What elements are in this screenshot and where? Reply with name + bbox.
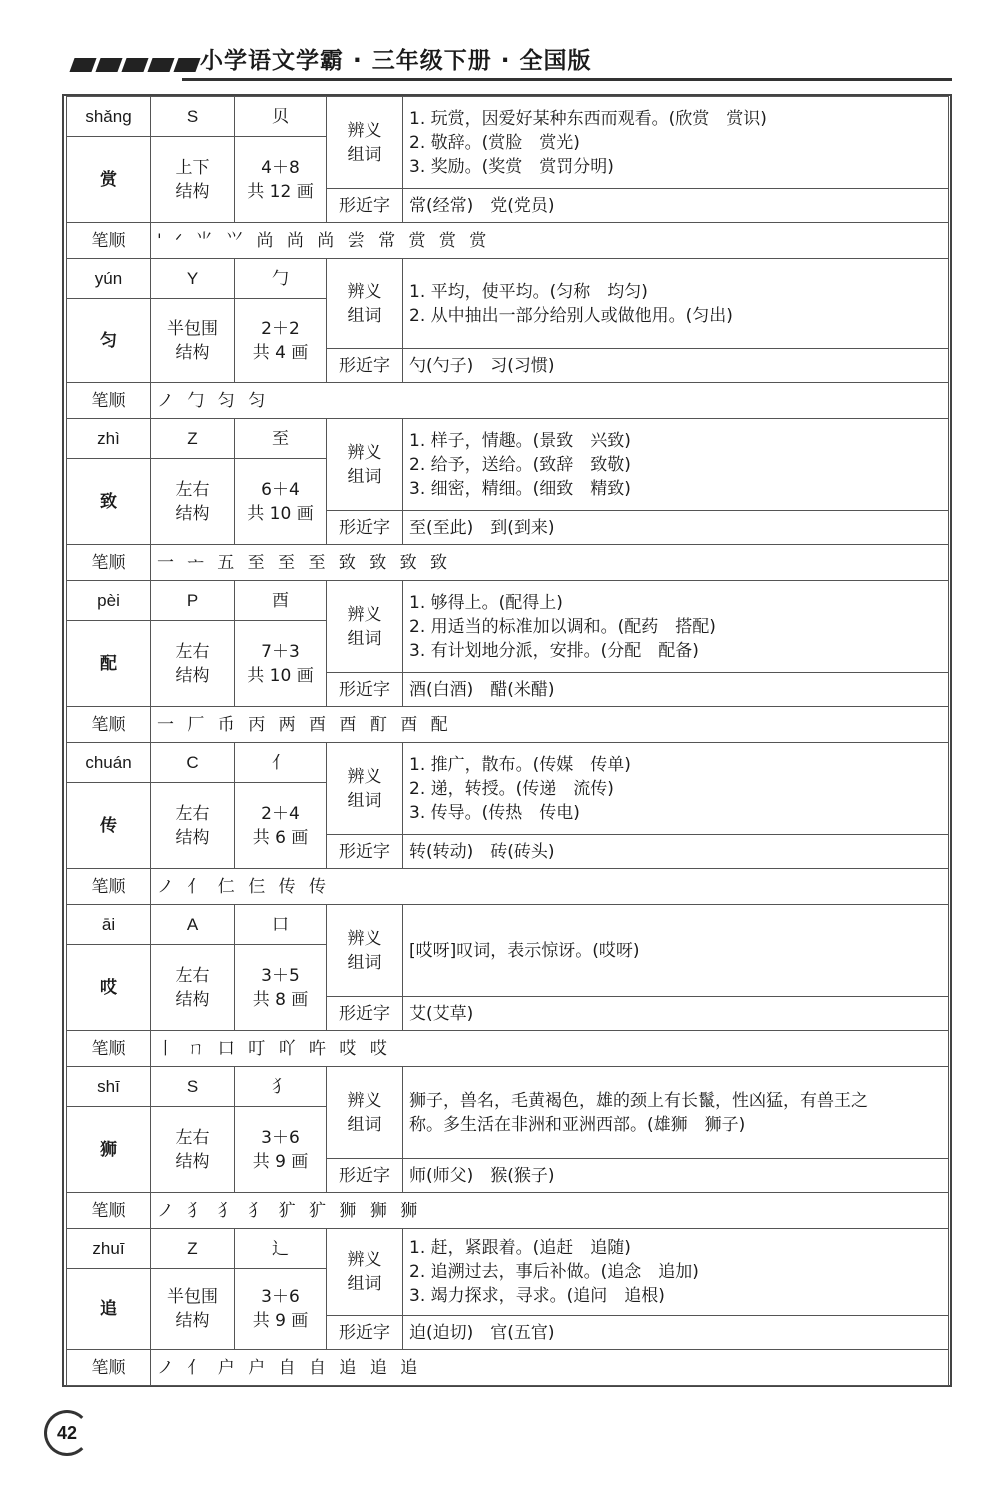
initial-letter: Z bbox=[151, 1229, 235, 1269]
radical: 犭 bbox=[235, 1067, 327, 1107]
definition-line: 称。多生活在非洲和亚洲西部。(雄狮 狮子) bbox=[409, 1114, 746, 1135]
stroke-total: 共 6 画 bbox=[252, 827, 309, 848]
structure bbox=[151, 783, 235, 869]
definitions bbox=[403, 259, 949, 349]
page-header bbox=[62, 38, 952, 84]
character: 配 bbox=[67, 621, 151, 707]
meaning-label bbox=[327, 1067, 403, 1159]
structure-type: 左右 bbox=[175, 479, 210, 500]
label-bishun: 笔顺 bbox=[67, 1031, 151, 1067]
structure-suffix: 结构 bbox=[175, 181, 210, 202]
structure-suffix: 结构 bbox=[175, 1311, 210, 1331]
structure-suffix: 结构 bbox=[175, 503, 210, 524]
label-xingjin: 形近字 bbox=[327, 511, 403, 545]
stroke-formula: 2＋2 bbox=[261, 318, 300, 339]
structure-type: 上下 bbox=[175, 157, 210, 178]
initial-letter: C bbox=[151, 743, 235, 783]
structure-type: 左右 bbox=[175, 1127, 210, 1148]
similar-chars: 至(至此) 到(到来) bbox=[403, 511, 949, 545]
label-bianyi: 辨义 bbox=[347, 928, 382, 949]
char-grid bbox=[66, 1066, 949, 1229]
similar-chars: 师(师父) 猴(猴子) bbox=[403, 1159, 949, 1193]
char-entry bbox=[64, 1066, 950, 1229]
label-zuci: 组词 bbox=[347, 1274, 382, 1294]
stroke-order: 一 ᅩ 五 至 至 至 致 致 致 致 bbox=[151, 545, 949, 581]
char-entry bbox=[64, 418, 950, 581]
label-zuci: 组词 bbox=[347, 952, 382, 973]
label-xingjin: 形近字 bbox=[327, 1159, 403, 1193]
char-entry bbox=[64, 742, 950, 905]
structure bbox=[151, 1269, 235, 1350]
stroke-formula: 4＋8 bbox=[261, 157, 300, 178]
label-bishun: 笔顺 bbox=[67, 223, 151, 259]
meaning-label bbox=[327, 581, 403, 673]
stroke-count bbox=[235, 137, 327, 223]
char-entry bbox=[64, 580, 950, 743]
stroke-count bbox=[235, 299, 327, 383]
definitions bbox=[403, 97, 949, 189]
stroke-formula: 2＋4 bbox=[261, 803, 300, 824]
definitions bbox=[403, 581, 949, 673]
initial-letter: P bbox=[151, 581, 235, 621]
definitions bbox=[403, 419, 949, 511]
stroke-count bbox=[235, 945, 327, 1031]
character: 赏 bbox=[67, 137, 151, 223]
character-table bbox=[62, 94, 952, 1387]
definition-line: 1. 推广，散布。(传媒 传单) bbox=[409, 754, 631, 775]
definitions bbox=[403, 1067, 949, 1159]
header-decoration bbox=[72, 58, 198, 72]
definition-line: 3. 传导。(传热 传电) bbox=[409, 802, 580, 823]
stroke-total: 共 10 画 bbox=[247, 665, 314, 686]
radical: 贝 bbox=[235, 97, 327, 137]
pinyin: zhì bbox=[67, 419, 151, 459]
radical: 辶 bbox=[235, 1229, 327, 1269]
char-grid bbox=[66, 580, 949, 743]
book-title: 小学语文学霸 · 三年级下册 · 全国版 bbox=[200, 48, 592, 74]
structure-suffix: 结构 bbox=[175, 1151, 210, 1172]
structure-type: 左右 bbox=[175, 803, 210, 824]
stroke-order: ノ 勹 匀 匀 bbox=[151, 383, 949, 419]
label-xingjin: 形近字 bbox=[327, 997, 403, 1031]
radical: 勹 bbox=[235, 259, 327, 299]
stroke-count bbox=[235, 783, 327, 869]
initial-letter: Y bbox=[151, 259, 235, 299]
stroke-formula: 6＋4 bbox=[261, 479, 300, 500]
definitions bbox=[403, 1229, 949, 1316]
char-entry bbox=[64, 258, 950, 419]
stroke-order: 丨 ㄇ 口 叮 吖 吘 哎 哎 bbox=[151, 1031, 949, 1067]
structure-suffix: 结构 bbox=[175, 665, 210, 686]
char-entry bbox=[64, 904, 950, 1067]
structure-suffix: 结构 bbox=[175, 827, 210, 848]
meaning-label bbox=[327, 743, 403, 835]
definition-line: 1. 够得上。(配得上) bbox=[409, 592, 563, 613]
stroke-order: 一 厂 币 丙 两 酉 酉 酊 酉 配 bbox=[151, 707, 949, 743]
stroke-total: 共 10 画 bbox=[247, 503, 314, 524]
structure bbox=[151, 299, 235, 383]
character: 追 bbox=[67, 1269, 151, 1350]
stroke-formula: 3＋6 bbox=[261, 1127, 300, 1148]
definition-line: 2. 递，转授。(传递 流传) bbox=[409, 778, 614, 799]
definition-line: 2. 从中抽出一部分给别人或做他用。(匀出) bbox=[409, 305, 733, 326]
definition-line: 3. 有计划地分派，安排。(分配 配备) bbox=[409, 640, 699, 661]
label-bianyi: 辨义 bbox=[347, 442, 382, 463]
stroke-total: 共 4 画 bbox=[252, 342, 309, 363]
label-xingjin: 形近字 bbox=[327, 835, 403, 869]
definition-line: 3. 竭力探求，寻求。(追问 追根) bbox=[409, 1286, 665, 1306]
label-xingjin: 形近字 bbox=[327, 1316, 403, 1350]
character: 匀 bbox=[67, 299, 151, 383]
definition-line: 3. 细密，精细。(细致 精致) bbox=[409, 478, 631, 499]
header-rule bbox=[182, 78, 952, 81]
label-zuci: 组词 bbox=[347, 305, 382, 326]
pinyin: shī bbox=[67, 1067, 151, 1107]
label-bianyi: 辨义 bbox=[347, 604, 382, 625]
similar-chars: 酒(白酒) 醋(米醋) bbox=[403, 673, 949, 707]
char-grid bbox=[66, 742, 949, 905]
label-zuci: 组词 bbox=[347, 628, 382, 649]
stroke-count bbox=[235, 459, 327, 545]
label-zuci: 组词 bbox=[347, 466, 382, 487]
character: 传 bbox=[67, 783, 151, 869]
label-xingjin: 形近字 bbox=[327, 673, 403, 707]
label-zuci: 组词 bbox=[347, 144, 382, 165]
structure bbox=[151, 1107, 235, 1193]
pinyin: āi bbox=[67, 905, 151, 945]
stroke-formula: 3＋6 bbox=[261, 1287, 300, 1307]
similar-chars: 常(经常) 党(党员) bbox=[403, 189, 949, 223]
similar-chars: 艾(艾草) bbox=[403, 997, 949, 1031]
label-zuci: 组词 bbox=[347, 790, 382, 811]
stroke-count bbox=[235, 621, 327, 707]
radical: 至 bbox=[235, 419, 327, 459]
label-bianyi: 辨义 bbox=[347, 120, 382, 141]
meaning-label bbox=[327, 905, 403, 997]
definition-line: 2. 给予，送给。(致辞 致敬) bbox=[409, 454, 631, 475]
structure bbox=[151, 459, 235, 545]
definitions bbox=[403, 743, 949, 835]
definition-line: [哎呀]叹词，表示惊讶。(哎呀) bbox=[409, 940, 640, 961]
stroke-formula: 3＋5 bbox=[261, 965, 300, 986]
label-bishun: 笔顺 bbox=[67, 1350, 151, 1386]
meaning-label bbox=[327, 1229, 403, 1316]
char-grid bbox=[66, 1228, 949, 1386]
character: 哎 bbox=[67, 945, 151, 1031]
char-entry bbox=[64, 96, 950, 259]
similar-chars: 转(转动) 砖(砖头) bbox=[403, 835, 949, 869]
label-xingjin: 形近字 bbox=[327, 189, 403, 223]
character: 致 bbox=[67, 459, 151, 545]
similar-chars: 迫(迫切) 官(五官) bbox=[403, 1316, 949, 1350]
stroke-order: ' ᐟ ⺌ ⺍ 尚 尚 尚 尝 常 赏 赏 赏 bbox=[151, 223, 949, 259]
stroke-total: 共 9 画 bbox=[252, 1311, 309, 1331]
radical: 口 bbox=[235, 905, 327, 945]
definition-line: 2. 敬辞。(赏脸 赏光) bbox=[409, 132, 580, 153]
definition-line: 1. 赶，紧跟着。(追赶 追随) bbox=[409, 1238, 631, 1258]
character: 狮 bbox=[67, 1107, 151, 1193]
char-entry bbox=[64, 1228, 950, 1386]
char-grid bbox=[66, 904, 949, 1067]
structure-type: 半包围 bbox=[167, 318, 218, 339]
pinyin: shǎng bbox=[67, 97, 151, 137]
char-grid bbox=[66, 96, 949, 259]
char-grid bbox=[66, 418, 949, 581]
similar-chars: 勺(勺子) 习(习惯) bbox=[403, 349, 949, 383]
label-zuci: 组词 bbox=[347, 1114, 382, 1135]
definition-line: 2. 用适当的标准加以调和。(配药 搭配) bbox=[409, 616, 716, 637]
meaning-label bbox=[327, 97, 403, 189]
definition-line: 1. 平均，使平均。(匀称 均匀) bbox=[409, 281, 648, 302]
label-bianyi: 辨义 bbox=[347, 281, 382, 302]
pinyin: zhuī bbox=[67, 1229, 151, 1269]
stroke-count bbox=[235, 1269, 327, 1350]
definition-line: 1. 样子，情趣。(景致 兴致) bbox=[409, 430, 631, 451]
stroke-total: 共 12 画 bbox=[247, 181, 314, 202]
meaning-label bbox=[327, 259, 403, 349]
label-bishun: 笔顺 bbox=[67, 869, 151, 905]
definition-line: 2. 追溯过去，事后补做。(追念 追加) bbox=[409, 1262, 699, 1282]
label-bishun: 笔顺 bbox=[67, 383, 151, 419]
initial-letter: S bbox=[151, 97, 235, 137]
definition-line: 狮子，兽名，毛黄褐色，雄的颈上有长鬣，性凶猛，有兽王之 bbox=[409, 1090, 868, 1111]
structure-type: 左右 bbox=[175, 641, 210, 662]
label-bianyi: 辨义 bbox=[347, 1250, 382, 1270]
stroke-total: 共 9 画 bbox=[252, 1151, 309, 1172]
label-bishun: 笔顺 bbox=[67, 707, 151, 743]
label-bishun: 笔顺 bbox=[67, 1193, 151, 1229]
structure-type: 半包围 bbox=[167, 1287, 218, 1307]
stroke-count bbox=[235, 1107, 327, 1193]
definition-line: 1. 玩赏，因爱好某种东西而观看。(欣赏 赏识) bbox=[409, 108, 767, 129]
definitions bbox=[403, 905, 949, 997]
stroke-order: ノ 亻 户 户 自 自 追 追 追 bbox=[151, 1350, 949, 1386]
stroke-formula: 7＋3 bbox=[261, 641, 300, 662]
structure bbox=[151, 621, 235, 707]
stroke-order: ノ 亻 仁 仨 传 传 bbox=[151, 869, 949, 905]
stroke-order: ノ 犭 犭 犭 犷 犷 狮 狮 狮 bbox=[151, 1193, 949, 1229]
label-bishun: 笔顺 bbox=[67, 545, 151, 581]
initial-letter: A bbox=[151, 905, 235, 945]
structure bbox=[151, 137, 235, 223]
radical: 亻 bbox=[235, 743, 327, 783]
pinyin: yún bbox=[67, 259, 151, 299]
pinyin: pèi bbox=[67, 581, 151, 621]
structure-suffix: 结构 bbox=[175, 989, 210, 1010]
pinyin: chuán bbox=[67, 743, 151, 783]
stroke-total: 共 8 画 bbox=[252, 989, 309, 1010]
structure-type: 左右 bbox=[175, 965, 210, 986]
label-bianyi: 辨义 bbox=[347, 1090, 382, 1111]
initial-letter: S bbox=[151, 1067, 235, 1107]
meaning-label bbox=[327, 419, 403, 511]
structure bbox=[151, 945, 235, 1031]
char-grid bbox=[66, 258, 949, 419]
structure-suffix: 结构 bbox=[175, 342, 210, 363]
initial-letter: Z bbox=[151, 419, 235, 459]
label-xingjin: 形近字 bbox=[327, 349, 403, 383]
page-number: 42 bbox=[44, 1410, 90, 1456]
label-bianyi: 辨义 bbox=[347, 766, 382, 787]
definition-line: 3. 奖励。(奖赏 赏罚分明) bbox=[409, 156, 614, 177]
radical: 酉 bbox=[235, 581, 327, 621]
